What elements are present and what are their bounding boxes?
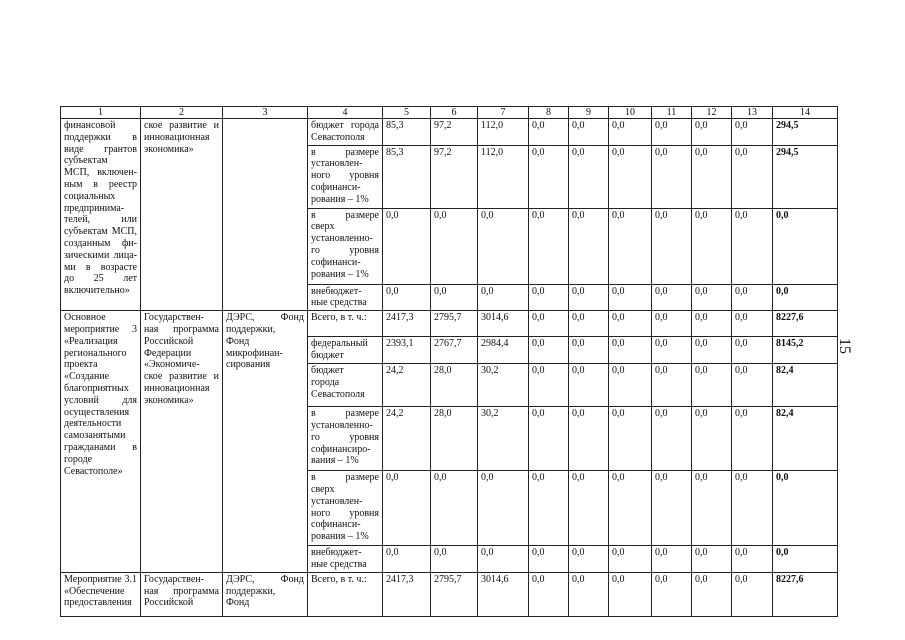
year-value-cell: 0,0 (652, 364, 692, 407)
header-row (61, 107, 838, 119)
year-value-cell: 0,0 (383, 546, 431, 573)
cell-line: ная программа (144, 585, 219, 597)
year-value-cell: 2795,7 (431, 572, 478, 616)
cell-line: софинансиро- (311, 443, 371, 455)
cell-line: бюджет города (311, 120, 379, 131)
cell-line: «Экономиче- (144, 359, 200, 371)
year-value-cell: 0,0 (692, 407, 732, 471)
program-cell (141, 572, 223, 616)
cell-line: Основное (64, 312, 106, 324)
year-value-cell: 0,0 (732, 546, 773, 573)
cell-line: внебюджет- (311, 285, 362, 297)
cell-line: софинанси- (311, 181, 361, 193)
cell-line: Фонд (226, 335, 250, 347)
cell-line: Севастополе» (64, 465, 123, 477)
year-value-cell: 0,0 (569, 311, 609, 337)
year-value-cell: 3014,6 (478, 572, 529, 616)
cell-line: Севастополя (311, 388, 365, 400)
cell-line: «Реализация (64, 335, 118, 347)
year-value-cell: 0,0 (383, 284, 431, 311)
cell-line: Мероприятие 3.1 (64, 573, 137, 585)
year-value-cell: 0,0 (652, 572, 692, 616)
cell-line: телей, или (64, 214, 137, 226)
year-value-cell: 0,0 (569, 407, 609, 471)
year-value-cell: 85,3 (383, 119, 431, 146)
executor-cell (223, 119, 308, 311)
year-value-cell: 0,0 (431, 284, 478, 311)
cell-line: Государствен- (144, 573, 204, 585)
cell-line: Севастополя (311, 131, 365, 143)
cell-line: го уровня (311, 244, 379, 256)
cell-line: ми в возрасте (64, 261, 137, 273)
cell-line: ское развитие и (144, 120, 219, 131)
total-value-cell: 0,0 (773, 284, 838, 311)
cell-line: экономика» (144, 394, 194, 406)
cell-line: Всего, в т. ч.: (311, 312, 367, 324)
cell-line: ного уровня (311, 170, 379, 182)
year-value-cell: 0,0 (652, 337, 692, 364)
cell-line: Всего, в т. ч.: (311, 573, 367, 585)
cell-line: вания – 1% (311, 455, 359, 467)
year-value-cell: 0,0 (478, 284, 529, 311)
table-body (61, 107, 838, 617)
year-value-cell: 3014,6 (478, 311, 529, 337)
year-value-cell: 0,0 (692, 364, 732, 407)
header-cell: 1 (61, 107, 141, 119)
cell-line: финансовой (64, 120, 116, 131)
cell-line: Российской (144, 335, 194, 347)
header-cell: 8 (529, 107, 569, 119)
year-value-cell: 2767,7 (431, 337, 478, 364)
total-value-cell: 8227,6 (773, 311, 838, 337)
cell-line: софинанси- (311, 256, 361, 268)
year-value-cell: 112,0 (478, 119, 529, 146)
cell-line: проекта (64, 359, 98, 371)
cell-line: условий для (64, 394, 137, 406)
funding-source-cell (308, 208, 383, 284)
total-value-cell: 294,5 (773, 145, 838, 208)
year-value-cell: 30,2 (478, 364, 529, 407)
year-value-cell: 0,0 (478, 546, 529, 573)
cell-line: в размере (311, 209, 379, 221)
total-value-cell: 82,4 (773, 364, 838, 407)
cell-line: города (311, 376, 340, 388)
funding-source-cell (308, 546, 383, 573)
cell-line: субъектам (64, 155, 108, 167)
year-value-cell: 97,2 (431, 145, 478, 208)
cell-line: Государствен- (144, 312, 204, 324)
cell-line: предпринима- (64, 202, 125, 214)
year-value-cell: 0,0 (692, 471, 732, 546)
total-value-cell: 294,5 (773, 119, 838, 146)
header-cell: 3 (223, 107, 308, 119)
year-value-cell: 85,3 (383, 145, 431, 208)
cell-line: рования – 1% (311, 531, 369, 543)
program-cell (141, 311, 223, 573)
year-value-cell: 0,0 (652, 284, 692, 311)
executor-cell (223, 311, 308, 573)
year-value-cell: 97,2 (431, 119, 478, 146)
cell-line: внебюджет- (311, 547, 362, 559)
year-value-cell: 2417,3 (383, 311, 431, 337)
funding-source-cell (308, 337, 383, 364)
table-row (61, 311, 838, 337)
cell-line: бюджет (311, 365, 344, 377)
funding-source-cell (308, 364, 383, 407)
year-value-cell: 24,2 (383, 407, 431, 471)
cell-line: созданным фи- (64, 237, 137, 249)
cell-line: сверх (311, 483, 335, 495)
year-value-cell: 0,0 (732, 471, 773, 546)
year-value-cell: 0,0 (652, 145, 692, 208)
year-value-cell: 0,0 (529, 337, 569, 364)
year-value-cell: 0,0 (609, 119, 652, 146)
year-value-cell: 0,0 (609, 337, 652, 364)
cell-line: софинанси- (311, 519, 361, 531)
cell-line: го уровня (311, 431, 379, 443)
year-value-cell: 0,0 (692, 546, 732, 573)
year-value-cell: 0,0 (529, 119, 569, 146)
cell-line: сверх (311, 221, 335, 233)
cell-line: экономика» (144, 143, 194, 155)
year-value-cell: 0,0 (732, 407, 773, 471)
year-value-cell: 0,0 (529, 364, 569, 407)
cell-line: сирования (226, 359, 271, 371)
cell-line: «Обеспечение (64, 585, 125, 597)
year-value-cell: 0,0 (652, 119, 692, 146)
activity-name-cell (61, 572, 141, 616)
year-value-cell: 0,0 (529, 572, 569, 616)
cell-line: инновационная (144, 131, 210, 143)
cell-line: осуществления (64, 406, 130, 418)
table-row (61, 572, 838, 616)
cell-line: регионального (64, 347, 127, 359)
year-value-cell: 0,0 (529, 471, 569, 546)
year-value-cell: 0,0 (431, 546, 478, 573)
header-cell: 7 (478, 107, 529, 119)
cell-line: ные средства (311, 558, 367, 570)
cell-line: ные средства (311, 297, 367, 309)
cell-line: микрофинан- (226, 347, 283, 359)
year-value-cell: 0,0 (609, 364, 652, 407)
total-value-cell: 0,0 (773, 208, 838, 284)
year-value-cell: 0,0 (692, 145, 732, 208)
year-value-cell: 0,0 (692, 572, 732, 616)
cell-line: ДЭРС, Фонд (226, 312, 304, 324)
year-value-cell: 0,0 (609, 471, 652, 546)
cell-line: ным в реестр (64, 178, 137, 190)
year-value-cell: 0,0 (609, 407, 652, 471)
year-value-cell: 0,0 (529, 145, 569, 208)
cell-line: инновационная (144, 382, 210, 394)
cell-line: ДЭРС, Фонд (226, 573, 304, 585)
funding-source-cell (308, 311, 383, 337)
cell-line: в размере (311, 408, 379, 420)
cell-line: в размере (311, 472, 379, 484)
year-value-cell: 0,0 (692, 119, 732, 146)
year-value-cell: 0,0 (478, 471, 529, 546)
year-value-cell: 2417,3 (383, 572, 431, 616)
year-value-cell: 0,0 (529, 407, 569, 471)
year-value-cell: 0,0 (732, 145, 773, 208)
year-value-cell: 0,0 (529, 284, 569, 311)
funding-source-cell (308, 119, 383, 146)
executor-cell (223, 572, 308, 616)
year-value-cell: 0,0 (692, 337, 732, 364)
year-value-cell: 0,0 (692, 311, 732, 337)
cell-line: бюджет (311, 349, 344, 361)
header-cell: 9 (569, 107, 609, 119)
year-value-cell: 0,0 (383, 471, 431, 546)
year-value-cell: 0,0 (732, 364, 773, 407)
year-value-cell: 0,0 (732, 284, 773, 311)
cell-line: установлен- (311, 495, 363, 507)
cell-line: мероприятие 3 (64, 323, 137, 335)
year-value-cell: 28,0 (431, 407, 478, 471)
header-cell: 12 (692, 107, 732, 119)
year-value-cell: 0,0 (569, 572, 609, 616)
year-value-cell: 0,0 (732, 337, 773, 364)
year-value-cell: 0,0 (609, 546, 652, 573)
year-value-cell: 0,0 (732, 208, 773, 284)
year-value-cell: 0,0 (652, 208, 692, 284)
year-value-cell: 0,0 (652, 311, 692, 337)
cell-line: Федерации (144, 347, 192, 359)
year-value-cell: 0,0 (569, 337, 609, 364)
cell-line: МСП, включен- (64, 167, 137, 179)
year-value-cell: 30,2 (478, 407, 529, 471)
cell-line: в размере (311, 146, 379, 158)
year-value-cell: 28,0 (431, 364, 478, 407)
year-value-cell: 0,0 (732, 311, 773, 337)
year-value-cell: 0,0 (569, 145, 609, 208)
year-value-cell: 0,0 (529, 208, 569, 284)
total-value-cell: 82,4 (773, 407, 838, 471)
funding-source-cell (308, 407, 383, 471)
cell-line: зическими лица- (64, 249, 137, 261)
cell-line: включительно» (64, 285, 130, 297)
year-value-cell: 0,0 (569, 284, 609, 311)
year-value-cell: 0,0 (732, 572, 773, 616)
header-cell: 14 (773, 107, 838, 119)
year-value-cell: 0,0 (609, 145, 652, 208)
cell-line: установленно- (311, 419, 373, 431)
cell-line: поддержки в (64, 131, 137, 143)
total-value-cell: 0,0 (773, 471, 838, 546)
header-cell: 13 (732, 107, 773, 119)
year-value-cell: 0,0 (431, 471, 478, 546)
cell-line: субъектам МСП, (64, 226, 137, 238)
cell-line: «Создание (64, 371, 110, 383)
program-cell (141, 119, 223, 311)
header-cell: 5 (383, 107, 431, 119)
funding-source-cell (308, 145, 383, 208)
year-value-cell: 0,0 (609, 208, 652, 284)
cell-line: виде грантов (64, 143, 137, 155)
year-value-cell: 0,0 (652, 471, 692, 546)
cell-line: городе (64, 453, 93, 465)
year-value-cell: 0,0 (383, 208, 431, 284)
budget-table (60, 106, 838, 617)
cell-line: Фонд (226, 597, 250, 609)
cell-line: поддержки, (226, 323, 276, 335)
cell-line: социальных (64, 190, 116, 202)
header-cell: 11 (652, 107, 692, 119)
year-value-cell: 0,0 (652, 407, 692, 471)
year-value-cell: 0,0 (652, 546, 692, 573)
cell-line: ское развитие и (144, 371, 219, 383)
year-value-cell: 0,0 (692, 284, 732, 311)
year-value-cell: 0,0 (569, 471, 609, 546)
year-value-cell: 0,0 (609, 311, 652, 337)
year-value-cell: 0,0 (569, 208, 609, 284)
activity-name-cell (61, 311, 141, 573)
cell-line: ная программа (144, 323, 219, 335)
year-value-cell: 0,0 (569, 546, 609, 573)
year-value-cell: 0,0 (732, 119, 773, 146)
cell-line: до 25 лет (64, 273, 137, 285)
total-value-cell: 0,0 (773, 546, 838, 573)
cell-line: установлен- (311, 158, 363, 170)
year-value-cell: 24,2 (383, 364, 431, 407)
cell-line: благоприятных (64, 382, 129, 394)
cell-line: предоставления (64, 597, 132, 609)
activity-name-cell (61, 119, 141, 311)
year-value-cell: 0,0 (569, 364, 609, 407)
total-value-cell: 8145,2 (773, 337, 838, 364)
year-value-cell: 0,0 (431, 208, 478, 284)
cell-line: деятельности (64, 418, 122, 430)
funding-source-cell (308, 471, 383, 546)
cell-line: рования – 1% (311, 193, 369, 205)
cell-line: рования – 1% (311, 268, 369, 280)
year-value-cell: 0,0 (478, 208, 529, 284)
year-value-cell: 2984,4 (478, 337, 529, 364)
header-cell: 4 (308, 107, 383, 119)
year-value-cell: 0,0 (609, 572, 652, 616)
cell-line: гражданами в (64, 441, 137, 453)
year-value-cell: 0,0 (529, 311, 569, 337)
year-value-cell: 0,0 (609, 284, 652, 311)
header-cell: 2 (141, 107, 223, 119)
cell-line: самозанятыми (64, 430, 126, 442)
total-value-cell: 8227,6 (773, 572, 838, 616)
cell-line: ного уровня (311, 507, 379, 519)
cell-line: поддержки, (226, 585, 276, 597)
table-row (61, 119, 838, 146)
cell-line: установленно- (311, 233, 373, 245)
cell-line: Российской (144, 597, 194, 609)
year-value-cell: 2795,7 (431, 311, 478, 337)
cell-line: федеральный (311, 338, 368, 350)
year-value-cell: 2393,1 (383, 337, 431, 364)
page-number: 15 (836, 338, 853, 354)
header-cell: 10 (609, 107, 652, 119)
funding-source-cell (308, 572, 383, 616)
year-value-cell: 0,0 (569, 119, 609, 146)
year-value-cell: 112,0 (478, 145, 529, 208)
year-value-cell: 0,0 (692, 208, 732, 284)
funding-source-cell (308, 284, 383, 311)
header-cell: 6 (431, 107, 478, 119)
year-value-cell: 0,0 (529, 546, 569, 573)
